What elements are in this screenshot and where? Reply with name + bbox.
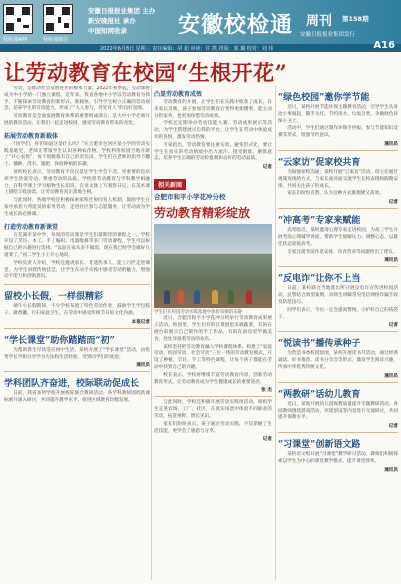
slogan-line: 安徽日报报业集团 主办: [88, 7, 156, 15]
brief-paragraph: 专家还就考前作息安排、饮食营养等问题给出了建议。: [287, 249, 398, 255]
column-related-news: [154, 86, 272, 580]
weekly-label: 周刊: [306, 14, 333, 29]
paper-name: 安徽校检通: [178, 12, 294, 38]
divider: [278, 382, 398, 383]
byline: 通讯员: [384, 373, 398, 379]
article-title: “学长课堂”助你踏踏而“初”: [4, 335, 115, 346]
brief-paragraph: 近日，某地开展幼儿园保教质量提升专题教研活动，各园教师围绕游戏活动、环境创设等内容进行交流研讨，共同提升保教水平。: [278, 401, 398, 421]
divider: [4, 328, 150, 329]
article-paragraph: 在芜湖市某中学，每周的劳动课是学生们最期待的课程之一。学校开设了烹饪、木工、手工编织、电器维修等多门劳动课程，学生可以根据自己的兴趣进行选择。“以前在家从来不做饭，现在我已经学会做好几道菜了。”初二学生小王开心地说。: [4, 232, 150, 258]
column-main-article: [4, 86, 150, 580]
byline: 通讯员: [384, 467, 398, 473]
column-divider: [151, 86, 152, 580]
qr-code-icon: [43, 4, 73, 34]
article-paragraph: 家长们纷纷表示，孩子通过劳动实践，不仅掌握了生活技能，更学会了感恩与分享。: [154, 421, 272, 434]
byline: 记者: [262, 437, 272, 443]
divider: [278, 150, 398, 151]
brief-title: “云家访”促家校共育: [278, 157, 361, 168]
qr-caption: 校检通微信: [43, 37, 69, 43]
article-title: 学科团队齐奋进，校际联动促成长: [4, 379, 140, 390]
article-paragraph: “同学们，你们知道这是什么吗？”在合肥市包河区某小学的劳动实践基地里，老师正带领学生认识各种农作物。学校利用校园空地开辟了“开心农场”，每个班级都有自己的责任田，学生们在老师的指导下翻土、播种、浇水、施肥，体验种植的乐趣。: [4, 141, 150, 168]
qr-codes: [3, 4, 83, 46]
byline: 张 杰: [261, 388, 272, 394]
brief-paragraph: 为营造书香校园氛围，某校开展读书月活动，通过经典诵读、好书推荐、读书分享会等形式，激发学生阅读兴趣，传承中华优秀传统文化。: [278, 351, 398, 370]
article-paragraph: 近日，合肥市和平小学花冲分校举行劳动教育成果展示活动。校园里，学生们有的在菜园里采摘蔬菜，有的在展台前展示自己制作的手工作品，有的在厨房里学做美食，处处洋溢着劳动的欢乐。: [154, 316, 272, 342]
page-headline: 让劳动教育在校园“生根开花”: [4, 60, 288, 85]
article-paragraph: 专家指出，劳动教育要注重实效，避免形式化，要让学生在真实的劳动情境中出力流汗，接受锻炼、磨炼意志，培养学生正确的劳动价值观和良好的劳动品质。: [154, 142, 272, 162]
brief-title: “两教研”话幼儿教育: [278, 389, 361, 400]
slogan-line: 新安晚报社 承办: [88, 17, 136, 25]
divider: [4, 284, 150, 285]
brief-title: “绿色校园”邀你学节能: [278, 93, 370, 103]
brief-paragraph: 为加强家校沟通，某校开展“云家访”活动，班主任通过视频连线的方式，与家长面对面交流学生在校表现和假期安排，共同关注孩子的成长。: [278, 169, 398, 189]
article-paragraph: 为帮助新生尽快适应初中生活，某校开展了“学长课堂”活动，由优秀学长学姐分享学习方法和生活经验，受到同学们的欢迎。: [4, 347, 150, 360]
brief-title: “冲高考”专家来赋能: [278, 216, 361, 227]
article-paragraph: 与此同时，学校还积极开展劳动实践周活动，组织学生走进农场、工厂、社区，在真实场景中体验不同职业的劳动，拓宽视野、增长见识。: [154, 400, 272, 419]
article-paragraph: 日前，我省多所学校开展校际联合教研活动，各学科教师围绕新课标展开深入研讨，共同提升教学水平，促进区域教育均衡发展。: [4, 391, 150, 404]
slogan: [88, 6, 178, 36]
brief-paragraph: 家长们纷纷点赞，认为这种方式既便捷又高效。: [287, 191, 384, 197]
article-paragraph: 学校负责人介绍，学校还邀请家长、非遗传承人、能工巧匠走进课堂，为学生讲授传统技艺，让学生在动手实践中感受劳动的魅力，增强动手能力和创新意识。: [4, 260, 150, 280]
article-kicker: 合肥市和平小学花冲分校: [154, 193, 226, 202]
brief-title: “反电诈”让你不上当: [278, 274, 361, 285]
section-title: 凸显劳动教育成效: [154, 91, 203, 98]
column-briefs: [278, 86, 398, 580]
divider: [278, 266, 398, 267]
byline: 记者: [388, 323, 398, 329]
brief-title: “习课堂”创新语文路: [278, 440, 361, 451]
byline: 本报记者: [131, 319, 150, 325]
section-title: 打造劳动教育新课堂: [4, 223, 59, 231]
brief-paragraph: 某校语文组开展“习课堂”教学研讨活动，教师们积极探索以学生为中心的课堂教学模式，提升课堂效率。: [278, 452, 398, 464]
qr-code-icon: [3, 4, 33, 34]
divider: [278, 432, 398, 433]
masthead: [0, 0, 401, 52]
byline: 记者: [388, 200, 398, 206]
news-photo: [154, 224, 272, 308]
related-news-tag: 相关新闻: [154, 179, 186, 190]
byline: 记者: [388, 424, 398, 430]
brief-title: “悦读书”播传承种子: [278, 339, 361, 350]
host-line: 安徽日报报业集团发行: [300, 32, 356, 38]
divider: [278, 331, 398, 332]
divider: [278, 208, 398, 209]
article-title: 劳动教育精彩绽放: [154, 206, 251, 221]
byline: 通讯员: [384, 141, 398, 147]
byline: 记者: [262, 165, 272, 171]
qr-caption: 校检通APP: [3, 37, 28, 43]
slogan-line: 中国知网收录: [88, 27, 127, 35]
article-paragraph: 校长表示，学校将继续丰富劳动教育内容，创新劳动教育形式，让劳动教育成为学生健康成长的重要途径。: [154, 372, 272, 385]
article-paragraph: 端午小长假期间，不少学校布置了特色劳动作业，鼓励学生学包粽子、做香囊、打扫家庭卫生，在劳动中感受传统节日的文化内涵。: [4, 304, 150, 316]
brief-paragraph: 近日，某校开展节能环保主题教育活动，引导学生从身边小事做起，随手关灯、节约用水、垃圾分类，争做绿色环保小卫士。: [278, 105, 398, 124]
article-paragraph: 劳动教育的开展，让学生们在实践中收获了成长。许多家长反映，孩子参加劳动教育后变得更加懂事，能主动分担家务，也更加珍惜劳动成果。: [154, 100, 272, 119]
page-number: A16: [373, 40, 395, 51]
divider: [4, 371, 150, 372]
article-title: 留校小长假，一样很精彩: [4, 292, 104, 303]
date-line: 2022年6月8日 星期三 责任编辑：胡 茹 审读：许 凯 排版：郭 璐 校对：刘 伟: [100, 46, 274, 52]
article-paragraph: 劳动，是推动社会发展进步的根本力量。2022年秋季起，劳动课将成为中小学的一门独立课程。近年来，我省各地中小学以劳动教育为抓手，不断探索劳动教育的新形式、新载体，引导学生树立正确的劳动观念，培养学生的劳动能力，形成了“人人参与、处处育人”的良好氛围。: [4, 86, 150, 112]
article-paragraph: 与此同时，各地学校还积极探索家校社协同育人机制，鼓励学生在家中承担力所能及的家务劳动，走进社区参与志愿服务，让劳动成为学生成长的必修课。: [4, 198, 150, 217]
byline: 通讯员: [136, 363, 150, 369]
article-paragraph: 该校校长表示，劳动教育不仅仅是让学生学会干活，更重要的是培养学生热爱劳动、尊重劳动的品质。学校将劳动教育与学科教学相融合，在科学课上学习植物生长知识，在语文课上写观察日记，在美术课上描绘丰收场景，让劳动教育真正落地生根。: [4, 169, 150, 196]
article-paragraph: 学校还定期举办劳动技能大赛、劳动成果展示等活动，为学生搭建展示自我的平台，让学生在劳动中体验成功的喜悦，激发劳动热情。: [154, 121, 272, 140]
brief-paragraph: 同学们表示，今后一定会提高警惕，守护好自己的钱袋子。: [278, 307, 398, 320]
byline: 通讯员: [384, 258, 398, 264]
section-title: 拓展劳动教育新载体: [4, 132, 59, 140]
brief-paragraph: 高考临近，某校邀请心理专家走进校园，为高三学生开展考前心理辅导讲座，帮助学生缓解压力、调整心态，以最佳状态迎接高考。: [278, 228, 398, 247]
brief-paragraph: 日前，某校联合当地派出所开展反电诈宣传进校园活动，民警结合典型案例，向师生讲解常见电信网络诈骗手段及防范技巧。: [278, 286, 398, 305]
article-paragraph: 该校坚持把劳动教育融入学校课程体系，构建了“家庭劳动、校园劳动、社会劳动”三位一体的劳动教育模式，开设了种植、烹饪、手工等特色课程，让每个孩子都能在劳动中找到自己的兴趣。: [154, 344, 272, 370]
divider: [154, 396, 272, 397]
photo-caption: 学生们在校园劳动实践基地中体验采摘的乐趣: [154, 310, 242, 316]
article-paragraph: 劳动教育是全面发展教育体系的重要组成部分，是大中小学必须开展的教育活动。让我们一起走进校园，感受劳动教育带来的改变。: [4, 114, 150, 126]
column-divider: [275, 86, 276, 580]
brief-paragraph: 活动中，学生们通过制作环保手抄报、参与节能知识竞赛等形式，增强节约意识。: [278, 126, 398, 139]
issue-number: 第158期: [342, 15, 369, 23]
